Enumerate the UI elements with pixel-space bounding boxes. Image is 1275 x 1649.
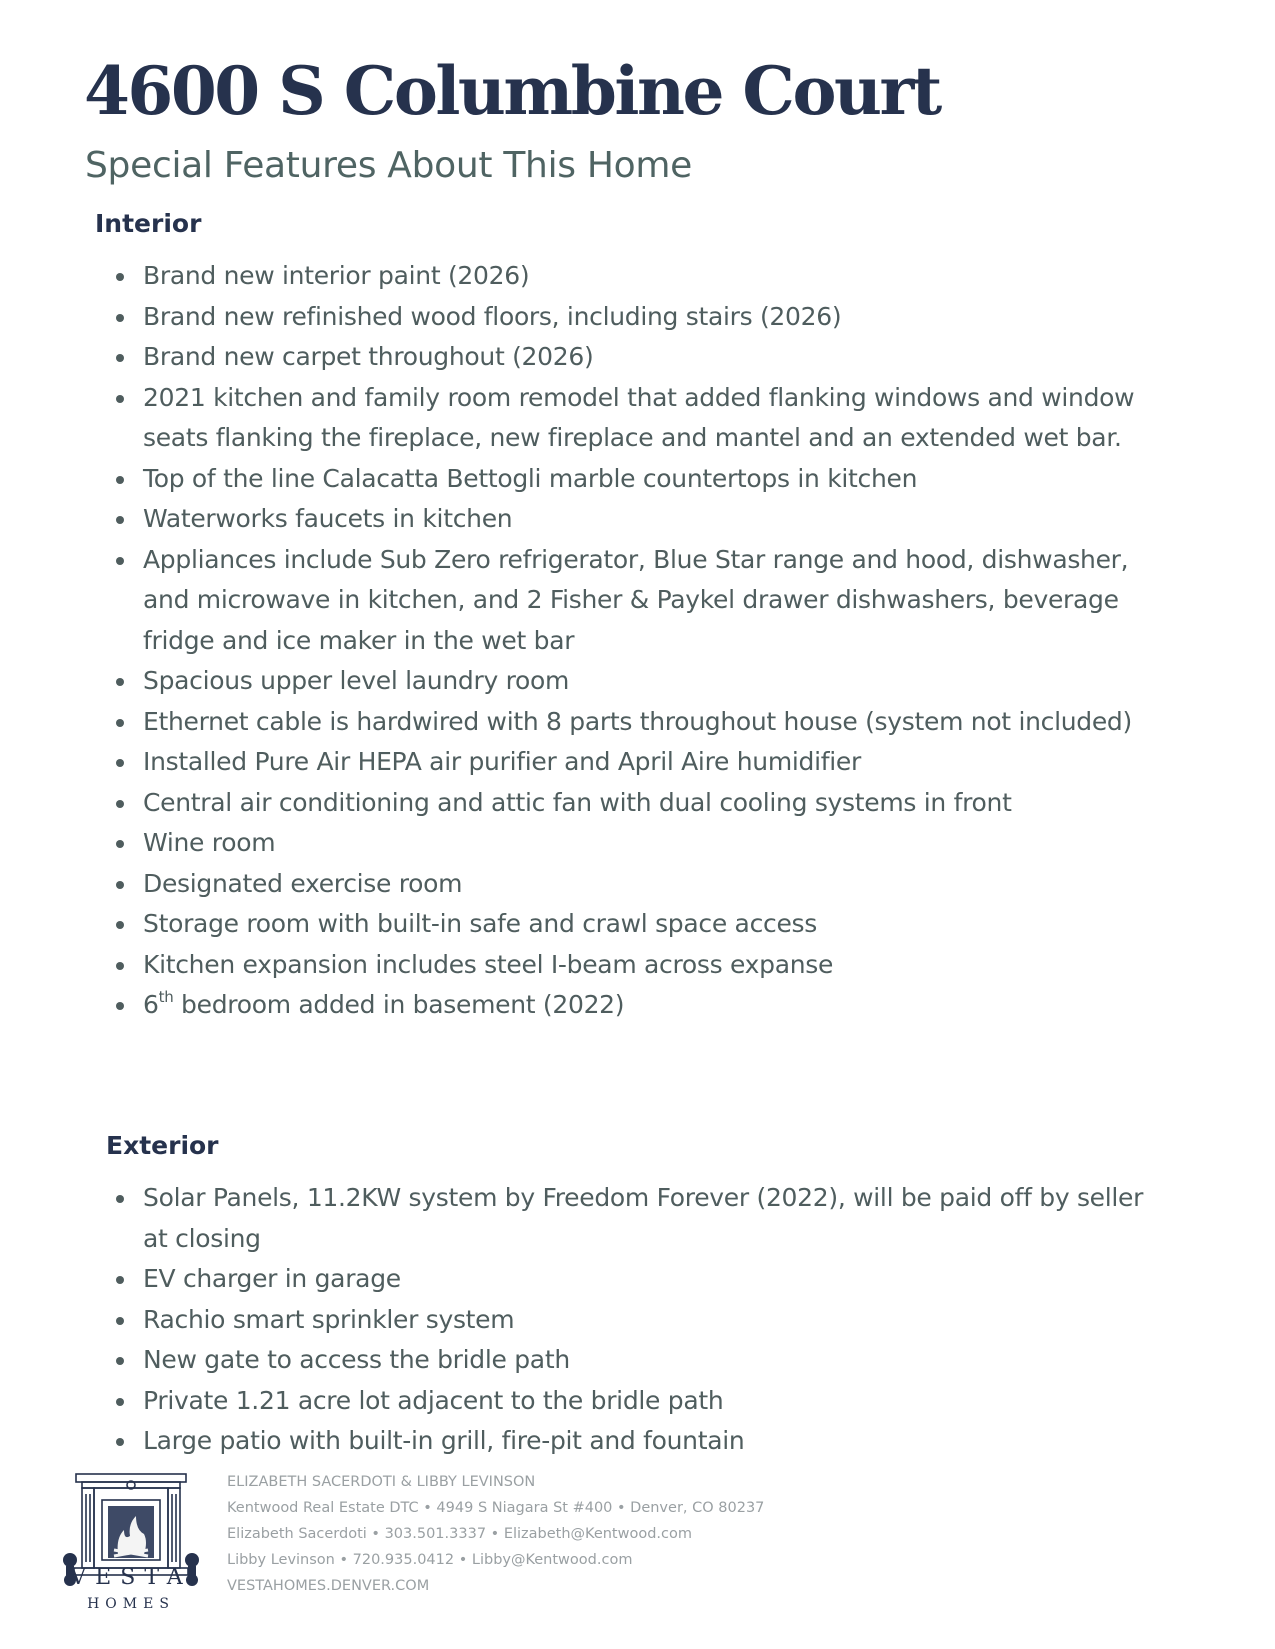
list-item: Appliances include Sub Zero refrigerator, Blue Star range and hood, dishwasher, and microwave in kitchen, and 2 Fisher & Paykel drawer dishwashers, beverage fridge and ice maker in the wet bar	[110, 540, 1170, 662]
list-item: New gate to access the bridle path	[110, 1340, 1170, 1381]
bullet-icon	[116, 314, 124, 322]
footer-office-address: Kentwood Real Estate DTC • 4949 S Niagara St #400 • Denver, CO 80237	[227, 1500, 765, 1516]
list-item: Spacious upper level laundry room	[110, 661, 1170, 702]
bullet-icon	[116, 1438, 124, 1446]
bullet-icon	[116, 1357, 124, 1365]
list-item: Rachio smart sprinkler system	[110, 1300, 1170, 1341]
bullet-icon	[116, 921, 124, 929]
logo-wordmark-homes: HOMES	[87, 1596, 175, 1612]
bullet-icon	[116, 1195, 124, 1203]
bullet-icon	[116, 1317, 124, 1325]
list-item: Storage room with built-in safe and crawl space access	[110, 904, 1170, 945]
list-item: 6th bedroom added in basement (2022)	[110, 985, 1170, 1026]
list-item: 2021 kitchen and family room remodel that added flanking windows and window seats flanking the fireplace, new fireplace and mantel and an extended wet bar.	[110, 378, 1170, 459]
bullet-icon	[116, 881, 124, 889]
footer-website: VESTAHOMES.DENVER.COM	[227, 1578, 430, 1594]
list-item: Installed Pure Air HEPA air purifier and April Aire humidifier	[110, 742, 1170, 783]
bullet-icon	[116, 759, 124, 767]
list-item: Top of the line Calacatta Bettogli marble countertops in kitchen	[110, 459, 1170, 500]
list-item: Brand new interior paint (2026)	[110, 256, 1170, 297]
list-item: Brand new refinished wood floors, including stairs (2026)	[110, 297, 1170, 338]
bullet-icon	[116, 719, 124, 727]
logo-wordmark-vesta: VESTA	[70, 1565, 192, 1590]
bullet-icon	[116, 1002, 124, 1010]
ordinal-superscript: th	[158, 987, 174, 1006]
footer-contact-libby: Libby Levinson • 720.935.0412 • Libby@Kentwood.com	[227, 1552, 633, 1568]
list-item: Kitchen expansion includes steel I-beam across expanse	[110, 945, 1170, 986]
bullet-icon	[116, 557, 124, 565]
list-item: Private 1.21 acre lot adjacent to the bridle path	[110, 1381, 1170, 1422]
list-item: Designated exercise room	[110, 864, 1170, 905]
bullet-icon	[116, 273, 124, 281]
list-item: Solar Panels, 11.2KW system by Freedom Forever (2022), will be paid off by seller at closing	[110, 1178, 1170, 1259]
list-item: Central air conditioning and attic fan with dual cooling systems in front	[110, 783, 1170, 824]
bullet-icon	[116, 962, 124, 970]
footer-contact-block	[227, 1469, 764, 1599]
bullet-icon	[116, 1276, 124, 1284]
bullet-icon	[116, 840, 124, 848]
list-item: Wine room	[110, 823, 1170, 864]
list-item: Large patio with built-in grill, fire-pit and fountain	[110, 1421, 1170, 1462]
exterior-heading: Exterior	[106, 1131, 219, 1160]
interior-feature-list	[110, 256, 1170, 1026]
bullet-icon	[116, 800, 124, 808]
list-item: Ethernet cable is hardwired with 8 parts throughout house (system not included)	[110, 702, 1170, 743]
page-title: 4600 S Columbine Court	[84, 52, 940, 130]
footer-contact-elizabeth: Elizabeth Sacerdoti • 303.501.3337 • Elizabeth@Kentwood.com	[227, 1526, 692, 1542]
bullet-icon	[116, 354, 124, 362]
list-item: Waterworks faucets in kitchen	[110, 499, 1170, 540]
bullet-icon	[116, 516, 124, 524]
list-item: EV charger in garage	[110, 1259, 1170, 1300]
bullet-icon	[116, 395, 124, 403]
interior-heading: Interior	[95, 209, 202, 238]
footer-agent-names: ELIZABETH SACERDOTI & LIBBY LEVINSON	[227, 1474, 536, 1490]
page-subtitle: Special Features About This Home	[85, 145, 692, 186]
bullet-icon	[116, 476, 124, 484]
bullet-icon	[116, 678, 124, 686]
list-item: Brand new carpet throughout (2026)	[110, 337, 1170, 378]
bullet-icon	[116, 1398, 124, 1406]
exterior-feature-list	[110, 1178, 1170, 1462]
